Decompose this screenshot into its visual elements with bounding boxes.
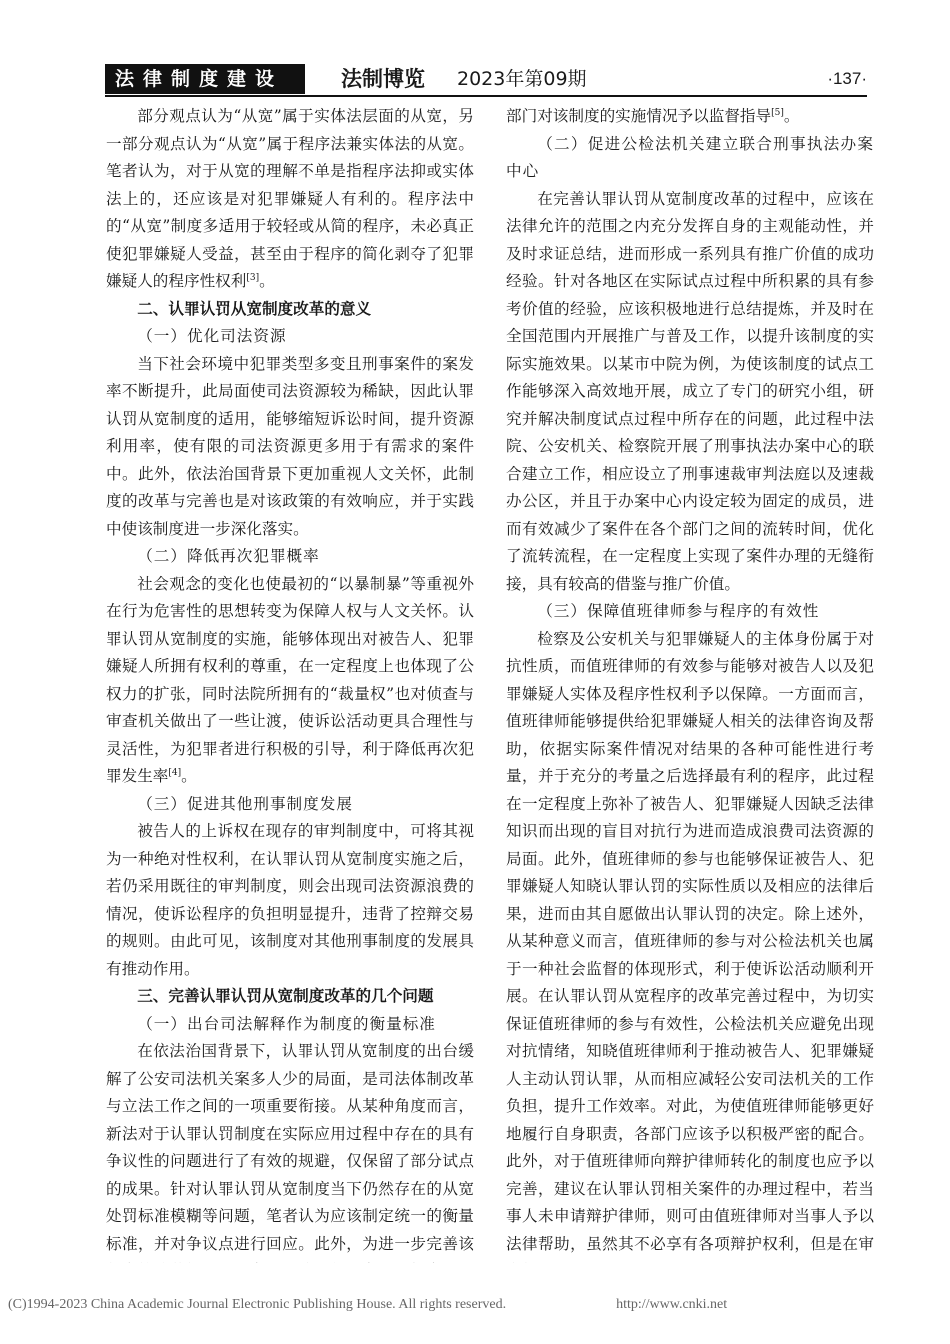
- paragraph: 在完善认罪认罚从宽制度改革的过程中，应该在法律允许的范围之内充分发挥自身的主观能动性，并及时求证总结，进而形成一系列具有推广价值的成功经验。针对各地区在实际试点过程中所积累的具有参考价值的经验，应该积极地进行总结提炼，并及时在全国范围内开展推广与普及工作，以提升该制度的实际实施效果。以某市中院为例，为使该制度的试点工作能够深入高效地开展，成立了专门的研究小组，研究并解决制度试点过程中所存在的问题，此过程中法院、公安机关、检察院开展了刑事执法办案中心的联合建立工作，相应设立了刑事速裁审判法庭以及速裁办公区，并且于办案中心内设定较为固定的成员，进而有效减少了案件在各个部门之间的流转时间，优化了流转流程，在一定程度上实现了案件办理的无缝衔接，具有较高的借鉴与推广价值。: [506, 189, 874, 593]
- header-rule: [105, 95, 867, 97]
- paragraph: 当下社会环境中犯罪类型多变且刑事案件的案发率不断提升，此局面使司法资源较为稀缺，因此认罪认罚从宽制度的适用，能够缩短诉讼时间，提升资源利用率，使有限的司法资源更多用于有需求的案件中。此外，依法治国背景下更加重视人文关怀，此制度的改革与完善也是对该政策的有效响应，并于实践中使该制度进一步深化落实。: [106, 354, 474, 538]
- page-number: ·137·: [827, 69, 867, 88]
- paragraph: 部门对该制度的实施情况予以监督指导[5]。: [506, 107, 800, 125]
- paragraph: 被告人的上诉权在现存的审判制度中，可将其视为一种绝对性权利，在认罪认罚从宽制度实施之后，若仍采用既往的审判制度，则会出现司法资源浪费的情况，使诉讼程序的负担明显提升，违背了控辩交易的规则。由此可见，该制度对其他刑事制度的发展具有推动作用。: [106, 822, 474, 978]
- paragraph: 部分观点认为“从宽”属于实体法层面的从宽，另一部分观点认为“从宽”属于程序法兼实体法的从宽。笔者认为，对于从宽的理解不单是指程序法抑或实体法上的，还应该是对犯罪嫌疑人有利的。程序法中的“从宽”制度多适用于较轻或从简的程序，未必真正使犯罪嫌疑人受益，甚至由于程序的简化剥夺了犯罪嫌疑人的程序性权利[3]。: [106, 107, 474, 290]
- subsection-heading: （三）保障值班律师参与程序的有效性: [537, 602, 820, 620]
- copyright-notice: (C)1994-2023 China Academic Journal Electronic Publishing House. All rights reserved.: [8, 1297, 507, 1312]
- citation: [3]: [246, 273, 260, 283]
- paragraph: 检察及公安机关与犯罪嫌疑人的主体身份属于对抗性质，而值班律师的有效参与能够对被告人以及犯罪嫌疑人实体及程序性权利予以保障。一方面而言，值班律师能够提供给犯罪嫌疑人相关的法律咨询及帮助，依据实际案件情况对结果的各种可能性进行考量，并于充分的考量之后选择最有利的程序，此过程在一定程度上弥补了被告人、犯罪嫌疑人因缺乏法律知识而出现的盲目对抗行为进而造成浪费司法资源的局面。此外，值班律师的参与也能够保证被告人、犯罪嫌疑人知晓认罪认罚的实际性质以及相应的法律后果，进而由其自愿做出认罪认罚的决定。除上述外，从某种意义而言，值班律师的参与对公检法机关也属于一种社会监督的体现形式，利于使诉讼活动顺利开展。在认罪认罚从宽程序的改革完善过程中，为切实保证值班律师的参与有效性，公检法机关应避免出现对抗情绪，知晓值班律师利于推动被告人、犯罪嫌疑人主动认罚认罪，从而相应减轻公安司法机关的工作负担，提升工作效率。对此，为使值班律师能够更好地履行自身职责，各部门应该予以积极严密的配合。此外，对于值班律师向辩护律师转化的制度也应予以完善，建议在认罪认罚相关案件的办理过程中，若当事人未申请辩护律师，则可由值班律师对当事人予以法律帮助，虽然其不必享有各项辩护权利，但是在审: [506, 629, 874, 1253]
- subsection-heading: （二）促进公检法机关建立联合刑事执法办案中心: [506, 134, 874, 180]
- footer-url[interactable]: http://www.cnki.net: [616, 1297, 728, 1312]
- section-heading: 三、完善认罪认罚从宽制度改革的几个问题: [137, 987, 434, 1005]
- citation: [4]: [168, 768, 182, 778]
- paragraph: 社会观念的变化也使最初的“以暴制暴”等重视外在行为危害性的思想转变为保障人权与人文关怀。认罪认罚从宽制度的实施，能够体现出对被告人、犯罪嫌疑人所拥有权利的尊重，在一定程度上也体现了公权力的扩张，同时法院所拥有的“裁量权”也对侦查与审查机关做出了一些让渡，使诉讼活动更具合理性与灵活性，为犯罪者进行积极的引导，利于降低再次犯罪发生率[4]。: [106, 574, 474, 785]
- issue-label: 2023年第09期: [457, 68, 587, 90]
- right-column: [506, 103, 874, 1263]
- section-heading: 二、认罪认罚从宽制度改革的意义: [137, 299, 372, 318]
- subsection-heading: （一）出台司法解释作为制度的衡量标准: [137, 1014, 436, 1033]
- page-footer: [8, 1297, 948, 1313]
- left-column: [106, 103, 474, 1263]
- subsection-heading: （三）促进其他刑事制度发展: [137, 794, 353, 813]
- citation: [5]: [771, 108, 784, 118]
- paragraph: 在依法治国背景下，认罪认罚从宽制度的出台缓解了公安司法机关案多人少的局面，是司法体制改革与立法工作之间的一项重要衔接。从某种角度而言，新法对于认罪认罚制度在实际应用过程中存在的具有争议性的问题进行了有效的规避，仅保留了部分试点的成果。针对认罪认罚从宽制度当下仍然存在的从宽处罚标准模糊等问题，笔者认为应该制定统一的衡量标准，并对争议点进行回应。此外，为进一步完善该: [106, 1042, 474, 1253]
- subsection-heading: （二）降低再次犯罪概率: [137, 547, 320, 565]
- journal-logo: 法律制度建设: [105, 64, 305, 94]
- page-header: [105, 64, 867, 96]
- magazine-title: 法制博览: [341, 67, 425, 91]
- subsection-heading: （一）优化司法资源: [137, 327, 287, 345]
